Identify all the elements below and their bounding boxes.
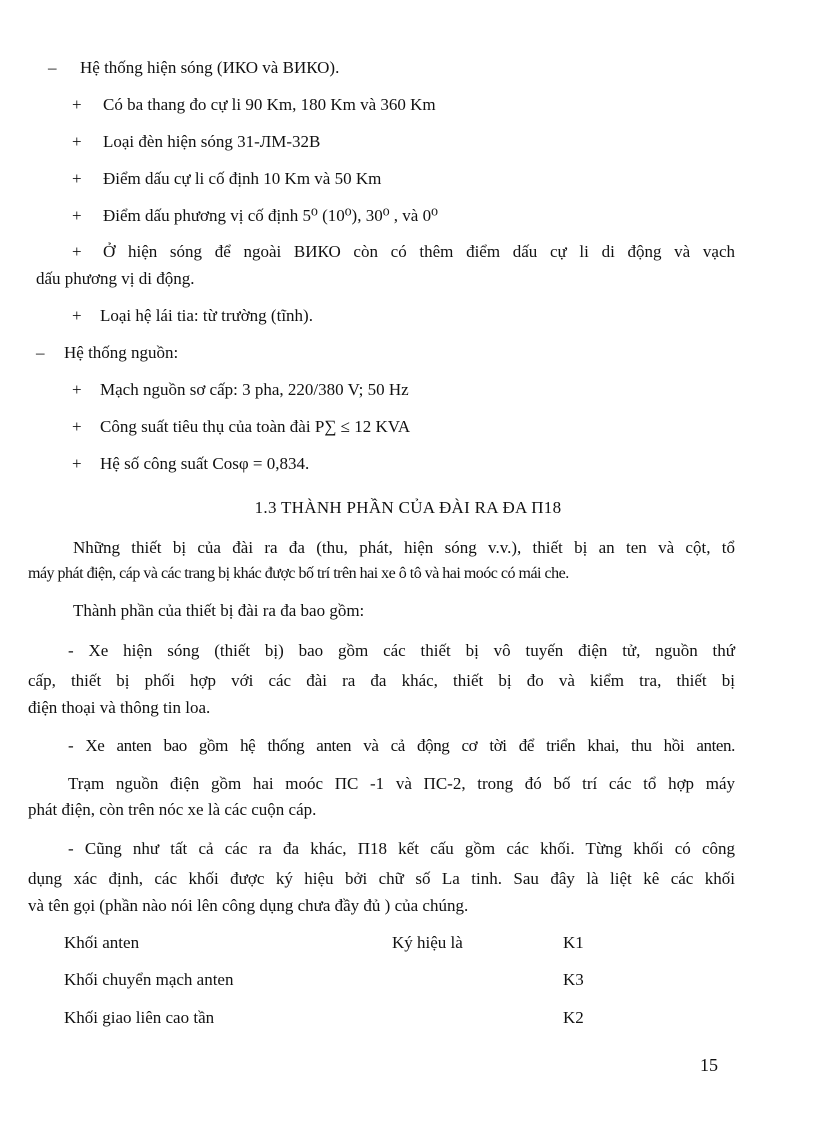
paragraph-line: điện thoại và thông tin loa. xyxy=(28,698,211,717)
paragraph-line: dụng xác định, các khối được ký hiệu bởi chữ số La tinh. Sau đây là liệt kê các khối xyxy=(28,869,735,888)
section-heading: 1.3 THÀNH PHẦN CỦA ĐÀI RA ĐA П18 xyxy=(254,498,562,517)
paragraph-line: Những thiết bị của đài ra đa (thu, phát, hiện sóng v.v.), thiết bị an ten và cột, tổ xyxy=(73,538,735,557)
list-item: Có ba thang đo cự li 90 Km, 180 Km và 360 Km xyxy=(103,95,436,114)
bullet-dash: – xyxy=(36,343,45,362)
bullet-plus: + xyxy=(72,242,82,261)
list-item: Ở hiện sóng để ngoài ВИКО còn có thêm điểm dấu cự li di động và vạch xyxy=(103,242,735,261)
bullet-plus: + xyxy=(72,306,82,325)
paragraph-line: Trạm nguồn điện gồm hai moóc ПС -1 và ПС-2, trong đó bố trí các tổ hợp máy xyxy=(68,774,735,793)
paragraph-line: Thành phần của thiết bị đài ra đa bao gồm: xyxy=(73,601,365,620)
block-name: Khối chuyển mạch anten xyxy=(64,970,234,989)
block-code: K2 xyxy=(563,1008,584,1027)
paragraph-line: cấp, thiết bị phối hợp với các đài ra đa khác, thiết bị đo và kiểm tra, thiết bị xyxy=(28,671,735,690)
block-code: K3 xyxy=(563,970,584,989)
display-system-title: Hệ thống hiện sóng (ИКО và ВИКО). xyxy=(80,58,340,77)
page-number: 15 xyxy=(700,1055,718,1075)
bullet-plus: + xyxy=(72,169,82,188)
bullet-plus: + xyxy=(72,95,82,114)
power-system-title: Hệ thống nguồn: xyxy=(64,343,179,362)
bullet-dash: – xyxy=(48,58,57,77)
block-name: Khối giao liên cao tần xyxy=(64,1008,215,1027)
list-item: Loại hệ lái tia: từ trường (tĩnh). xyxy=(100,306,313,325)
bullet-plus: + xyxy=(72,132,82,151)
paragraph-line: - Cũng như tất cả các ra đa khác, П18 kết cấu gồm các khối. Từng khối có công xyxy=(68,839,735,858)
list-item: Loại đèn hiện sóng 31-ЛM-32B xyxy=(103,132,321,151)
paragraph-line: phát điện, còn trên nóc xe là các cuộn cáp. xyxy=(28,800,317,819)
block-label: Ký hiệu là xyxy=(392,933,463,952)
bullet-plus: + xyxy=(72,417,82,436)
block-name: Khối anten xyxy=(64,933,140,952)
list-item: Mạch nguồn sơ cấp: 3 pha, 220/380 V; 50 Hz xyxy=(100,380,409,399)
list-item-continuation: dấu phương vị di động. xyxy=(36,269,195,288)
list-item: Công suất tiêu thụ của toàn đài P∑ ≤ 12 KVA xyxy=(100,417,411,436)
bullet-plus: + xyxy=(72,206,82,225)
list-item: Điểm dấu cự li cố định 10 Km và 50 Km xyxy=(103,169,382,188)
list-item: Hệ số công suất Cosφ = 0,834. xyxy=(100,454,310,473)
paragraph-line: máy phát điện, cáp và các trang bị khác được bố trí trên hai xe ô tô và hai moóc có mái che. xyxy=(28,565,569,582)
paragraph-line: - Xe hiện sóng (thiết bị) bao gồm các thiết bị vô tuyến điện tử, nguồn thứ xyxy=(68,641,735,660)
list-item: Điểm dấu phương vị cố định 5⁰ (10⁰), 30⁰ , và 0⁰ xyxy=(103,206,438,225)
block-code: K1 xyxy=(563,933,584,952)
bullet-plus: + xyxy=(72,380,82,399)
bullet-plus: + xyxy=(72,454,82,473)
paragraph-line: và tên gọi (phần nào nói lên công dụng chưa đầy đủ ) của chúng. xyxy=(28,896,469,915)
paragraph-line: - Xe anten bao gồm hệ thống anten và cả động cơ tời để triển khai, thu hồi anten. xyxy=(68,736,735,755)
